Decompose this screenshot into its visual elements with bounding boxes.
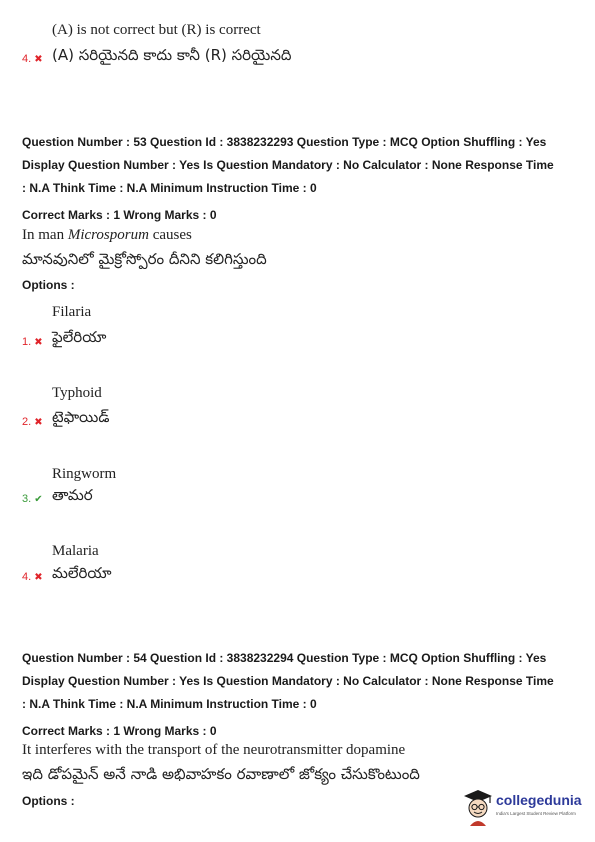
q53-marks: Correct Marks : 1 Wrong Marks : 0 (22, 208, 217, 222)
cross-icon: ✖ (34, 572, 43, 583)
q53-meta-line1: Question Number : 53 Question Id : 3838232293 Question Type : MCQ Option Shuffling : Yes (22, 135, 547, 149)
q53-option3-telugu: తామర (52, 486, 93, 504)
cross-icon: ✖ (34, 417, 43, 428)
prev-option-telugu: (A) సరియైనది కాదు కానీ (R) సరియైనది (52, 46, 292, 64)
q53-option1-number (22, 336, 43, 348)
q53-option3-english: Ringworm (52, 466, 117, 482)
q53-question-italic: Microsporum (67, 227, 149, 243)
prev-option-english: (A) is not correct but (R) is correct (52, 22, 261, 38)
q53-question-pre: In man (22, 227, 68, 243)
q53-option1-english: Filaria (52, 304, 92, 320)
q53-question-english (22, 227, 192, 244)
q54-marks: Correct Marks : 1 Wrong Marks : 0 (22, 724, 217, 738)
q54-meta-line3: : N.A Think Time : N.A Minimum Instruction Time : 0 (22, 697, 317, 711)
prev-option-number-label: 4. (22, 53, 32, 65)
q54-meta-line2: Display Question Number : Yes Is Question Mandatory : No Calculator : None Response Time (22, 674, 554, 688)
q53-option4-number-label: 4. (22, 571, 32, 583)
q53-option4-english: Malaria (52, 543, 99, 559)
q53-option1-number-label: 1. (22, 336, 32, 348)
q53-options-label: Options : (22, 278, 75, 292)
q53-option1-telugu: ఫైలేరియా (52, 328, 107, 346)
q53-question-post: causes (148, 227, 192, 243)
q54-meta (22, 647, 582, 716)
q53-option3-number-label: 3. (22, 493, 32, 505)
q53-option2-telugu: టైఫాయిడ్ (52, 408, 110, 426)
q53-meta (22, 131, 582, 200)
prev-option-number (22, 53, 43, 65)
q53-meta-line3: : N.A Think Time : N.A Minimum Instruction Time : 0 (22, 181, 317, 195)
q53-meta-line2: Display Question Number : Yes Is Question Mandatory : No Calculator : None Response Time (22, 158, 554, 172)
q54-question-english: It interferes with the transport of the neurotransmitter dopamine (22, 742, 406, 758)
q53-question-telugu: మానవునిలో మైక్రోస్పోరం దీనిని కలిగిస్తుంది (22, 250, 267, 268)
q53-option2-english: Typhoid (52, 385, 102, 401)
q53-option2-number (22, 416, 43, 428)
q54-meta-line1: Question Number : 54 Question Id : 3838232294 Question Type : MCQ Option Shuffling : Yes (22, 651, 547, 665)
q53-option3-number (22, 493, 43, 505)
q53-option4-number (22, 571, 43, 583)
logo-wordmark: collegedunia (496, 792, 582, 808)
collegedunia-logo (462, 786, 588, 826)
q53-option2-number-label: 2. (22, 416, 32, 428)
graduate-avatar-icon (462, 786, 494, 826)
check-icon: ✔ (34, 494, 43, 505)
q53-option4-telugu: మలేరియా (52, 564, 112, 582)
cross-icon: ✖ (34, 54, 43, 65)
cross-icon: ✖ (34, 337, 43, 348)
logo-tagline: India's Largest Student Review Platform (496, 811, 576, 816)
q54-question-telugu: ఇది డోపమైన్ అనే నాడి అభివాహకం రవాణాలో జోక్యం చేసుకొంటుంది (22, 765, 420, 783)
q54-options-label: Options : (22, 794, 75, 808)
